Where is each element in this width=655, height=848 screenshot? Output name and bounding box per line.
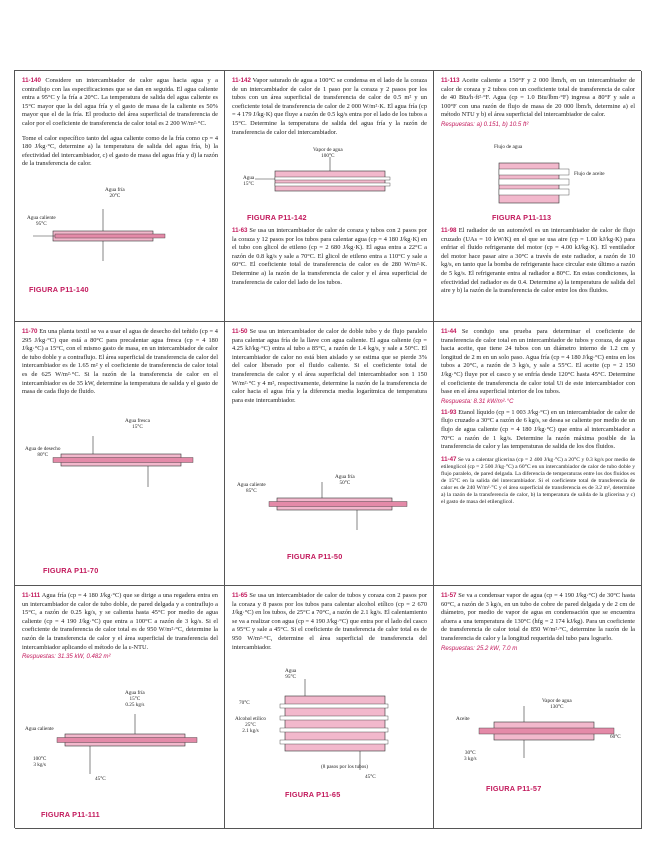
cell-p11-113 — [434, 71, 642, 322]
fig50-label-hot: Agua caliente 85°C — [237, 482, 266, 494]
problem-grid — [14, 70, 641, 828]
fig140-label-cold: Agua fría 20°C — [105, 187, 125, 199]
cell-p11-57 — [434, 586, 642, 829]
fig65-label-water-out: 45°C — [365, 774, 376, 780]
fig142-label-water: Agua 15°C — [243, 175, 255, 187]
fig111-label-out: 45°C — [95, 776, 106, 782]
problem-11-50: 11-50 Se usa un intercambiador de calor de doble tubo y de flujo paralelo para calentar agua fría de la llave con agua caliente. El agua caliente (cp = 4.25 kJ/kg·°C) entra al tubo a 85°C, a razón de 1.4 kg/s, y sale a 50°C. El intercambiador de calor no está bien aislado y se estima que se pierde 3% del calor liberado por el fluido caliente. Si el coeficiente total de transferencia de calor y el área superficial del intercambiador son 1 150 W/m²·°C y 4 m², respectivamente, determine la razón de la transferencia de calor hacia el agua fría y la diferencia media logarítmica de temperatura para este intercambiador. — [232, 328, 427, 404]
answer-11-113: Respuestas: a) 0.151, b) 10.5 ft² — [441, 120, 529, 128]
figure-p11-57 — [464, 702, 624, 772]
figure-caption-70: FIGURA P11-70 — [43, 566, 99, 575]
problem-11-70: 11-70 En una planta textil se va a usar el agua de desecho del teñido (cp = 4 295 J/kg·°C) que está a 80°C para precalentar agua fresca (cp = 4 180 J/kg·°C) a 15°C, con el mismo gasto de masa, en un intercambiador de calor de tubo doble y a contraflujo. El área superficial de transferencia de calor del intercambiador es de 1.65 m² y el coeficiente de transferencia de calor total es de 625 W/m²·°C. Si la razón de la transferencia de calor en el intercambiador es de 35 kW, determine la temperatura de salida y el gasto de masa de cada flujo de fluido. — [22, 328, 218, 396]
problem-11-47: 11-47 Se va a calentar glicerina (cp = 2 400 J/kg·°C) a 20°C y 0.3 kg/s por medio de etilenglicol (cp = 2 500 J/kg·°C) a 60°C en un intercambiador de calor de tubo doble y flujo paralelo, de pared delgada. La diferencia de temperaturas entre los dos fluidos es de 15°C en la salida del intercambiador. Si el coeficiente total de transferencia de calor es de 240 W/m²·°C y el área superficial de transferencia es de 3.2 m², determine a) la razón de la transferencia de calor, b) la temperatura de salida de la glicerina y c) el gasto de masa del etilenglicol. — [441, 455, 635, 505]
fig57-label-steam: Vapor de agua 130°C — [542, 698, 572, 710]
fig111-label-cold: Agua fría 15°C 0.25 kg/s — [125, 690, 145, 708]
answer-11-44: Respuesta: 8.31 kW/m²·°C — [441, 397, 514, 405]
problem-11-57: 11-57 Se va a condensar vapor de agua (cp = 4 190 J/kg·°C) de 30°C hasta 60°C, a razón de 3 kg/s, en un tubo de cobre de pared delgada y de 2 cm de diámetro, por medio de vapor de agua en condensación que se encuentra afuera a una temperatura de 130°C (hfg = 2 174 kJ/kg). Para un coeficiente de transferencia de calor total de 850 W/m²·°C, determine la razón de la transferencia de calor y la longitud requerida del tubo para lograrlo. — [441, 592, 635, 642]
fig140-label-hot: Agua caliente 95°C — [27, 215, 56, 227]
fig70-label-fresh: Agua fresca 15°C — [125, 418, 150, 430]
figure-p11-65 — [265, 674, 395, 774]
figure-p11-140 — [33, 199, 173, 274]
cell-p11-50 — [225, 322, 434, 586]
problem-11-111: 11-111 Agua fría (cp = 4 180 J/kg·°C) que se dirige a una regadera entra en un intercambiador de calor de tubo doble, de pared delgada y a contraflujo a 15°C, a razón de 0.25 kg/s, y se calienta hasta 45°C por medio de agua caliente (cp = 4 190 J/kg·°C) que entra a 100°C a razón de 3 kg/s. Si el coeficiente de transferencia de calor total es de 950 W/m²·°C, determine la razón de la transferencia de calor y el área superficial de transferencia del intercambiador aplicando el método de la ε-NTU. — [22, 592, 218, 651]
fig111-label-hot-in: 100°C 3 kg/s — [33, 756, 47, 768]
cell-p11-44 — [434, 322, 642, 586]
answer-11-57: Respuestas: 25.2 kW, 7.0 m — [441, 644, 518, 652]
figure-caption-65: FIGURA P11-65 — [285, 790, 341, 799]
figure-p11-70 — [33, 432, 208, 502]
fig50-label-cold: Agua fría 50°C — [335, 474, 355, 486]
fig65-label-alcohol: Alcohol etílico 25°C 2.1 kg/s — [235, 716, 266, 734]
fig111-label-hot: Agua caliente — [25, 726, 54, 732]
fig65-label-passes: (8 pasos por los tubos) — [321, 764, 368, 770]
figure-p11-111 — [35, 704, 210, 794]
figure-p11-50 — [247, 480, 417, 540]
fig57-label-oil: Aceite — [456, 716, 470, 722]
figure-p11-113 — [489, 151, 599, 211]
fig113-label-1: Flujo de agua — [494, 144, 523, 150]
problem-11-113: 11-113 Aceite caliente a 150°F y 2 000 lbm/h, en un intercambiador de calor de coraza y 2 tubos con un coeficiente total de transferencia de calor de 40 Btu/h·ft²·°F. Agua (cp = 1.0 Btu/lbm·°F) ingresa a 80°F y sale a 100°F con una razón de flujo de masa de 20 000 lbm/h, determine a) el método NTU y b) el área superficial del intercambiador de calor. — [441, 77, 635, 119]
fig113-label-2: Flujo de aceite — [574, 171, 605, 177]
figure-caption-57: FIGURA P11-57 — [486, 784, 542, 793]
figure-caption-113: FIGURA P11-113 — [492, 213, 552, 222]
problem-11-44: 11-44 Se condujo una prueba para determinar el coeficiente de transferencia de calor total en un intercambiador de tubos y coraza, de agua hacia aceite, que tiene 24 tubos con un diámetro interno de 1.2 cm y longitud de 2 m en un solo paso. Agua fría (cp = 4 180 J/kg·°C) entra en los tubos a 20°C, a razón de 3 kg/s, y sale a 55°C. El aceite (cp = 2 150 J/kg·°C) fluye por el casco y se enfría desde 120°C hasta 45°C. Determine el coeficiente de transferencia de calor total Ui de este intercambiador con base en el área superficial interior de los tubos. — [441, 328, 636, 396]
fig142-label-steam: Vapor de agua 100°C — [313, 147, 343, 159]
fig57-label-out: 60°C — [610, 734, 621, 740]
figure-caption-142: FIGURA P11-142 — [247, 213, 307, 222]
figure-caption-111: FIGURA P11-111 — [41, 810, 100, 819]
problem-11-63: 11-63 Se usa un intercambiador de calor de coraza y tubos con 2 pasos por la coraza y 12 pasos por los tubos para calentar agua (cp = 4 180 J/kg·K) en el tubo con glicol de etileno (cp = 2 680 J/kg·K). El agua entra a 22°C a razón de 0.8 kg/s y sale a 70°C. El glicol de etileno entra a 110°C y sale a 60°C. El coeficiente total de transferencia de calor es de 280 W/m²·K. Determine a) la razón de la transferencia de calor y el área superficial de transferencia de calor del lado de los tubos. — [232, 227, 427, 286]
cell-p11-70 — [15, 322, 225, 586]
cell-p11-65 — [225, 586, 434, 829]
problem-11-142: 11-142 Vapor saturado de agua a 100°C se condensa en el lado de la coraza de un intercambiador de calor de 1 paso por la coraza y 2 pasos por los tubos con un área superficial de transferencia de calor de 0.5 m² y un coeficiente total de transferencia de calor de 2 000 W/m²·K. El agua fría (cp = 4 179 J/kg·K) que fluye a razón de 0.5 kg/s entra por el lado de los tubos a 15°C. Determine la temperatura de salida del agua fría y la razón de transferencia de calor del intercambiador. — [232, 77, 427, 136]
figure-caption-140: FIGURA P11-140 — [29, 285, 89, 294]
fig57-label-oil-in: 30°C 3 kg/s — [464, 750, 477, 762]
fig70-label-waste: Agua de desecho 80°C — [25, 446, 61, 458]
problem-11-140: 11-140 Considere un intercambiador de calor agua hacia agua y a contraflujo con las especificaciones que se dan en seguida. El agua caliente entra a 95°C y la fría a 20°C. La temperatura de salida del agua caliente es 15°C mayor que la del agua fría y el gasto de masa de la caliente es 50% mayor que el de la fría. El producto del área superficial de transferencia de calor por el coeficiente de transferencia de calor total es 2 200 W/m²·°C. — [22, 77, 218, 127]
fig65-label-out: 70°C — [239, 700, 250, 706]
problem-11-93: 11-93 Etanol líquido (cp = 1 003 J/kg·°C) en un intercambiador de calor de flujo cruzado a 30°C a razón de 6 kg/s, se desea se caliente por medio de un flujo de agua caliente (cp = 4 180 J/kg·°C) que entra al intercambiador a 70°C a razón de 1 kg/s. Determine la razón máxima posible de la transferencia de calor y las temperaturas de salida de los dos fluidos. — [441, 408, 635, 451]
cell-p11-142 — [225, 71, 434, 322]
cell-p11-111 — [15, 586, 225, 829]
problem-11-65: 11-65 Se usa un intercambiador de calor de tubos y coraza con 2 pasos por la coraza y 8 pasos por los tubos para calentar alcohol etílico (cp = 2 670 J/kg·°C) en los tubos, de 25°C a 70°C, a razón de 2.1 kg/s. El calentamiento se va a realizar con agua (cp = 4 190 J/kg·°C) que entra por el lado del casco a 95°C y sale a 45°C. Si el coeficiente de transferencia de calor total es de 950 W/m²·°C, determine el área superficial de transferencia del intercambiador. — [232, 592, 427, 651]
problem-11-140-part2: Tome el calor específico tanto del agua caliente como de la fría como cp = 4 180 J/kg·°C, determine a) la temperatura de salida del agua fría, b) la efectividad del intercambiador, c) el gasto de masa del agua fría y d) la razón de la transferencia de calor. — [22, 134, 218, 168]
figure-caption-50: FIGURA P11-50 — [287, 552, 343, 561]
answer-11-111: Respuestas: 31.35 kW, 0.482 m² — [22, 653, 111, 661]
cell-p11-140 — [15, 71, 225, 322]
problem-11-98: 11-98 El radiador de un automóvil es un intercambiador de calor de flujo cruzado (UAs = 10 kW/K) en el que se usa aire (cp = 1.00 kJ/kg·K) para enfriar el fluido refrigerante del motor (cp = 4.00 kJ/kg·K). El ventilador del motor hace pasar aire a 30°C a través de este radiador, a razón de 10 kg/s, en tanto que la bomba de refrigerante hace circular este último a razón de 5 kg/s. El refrigerante entra al radiador a 80°C. En estas condiciones, la efectividad del radiador es de 0.4. Determine a) la temperatura de salida del aire y b) la razón de la transferencia de calor entre los dos fluidos. — [441, 227, 636, 295]
fig65-label-water: Agua 95°C — [285, 668, 297, 680]
